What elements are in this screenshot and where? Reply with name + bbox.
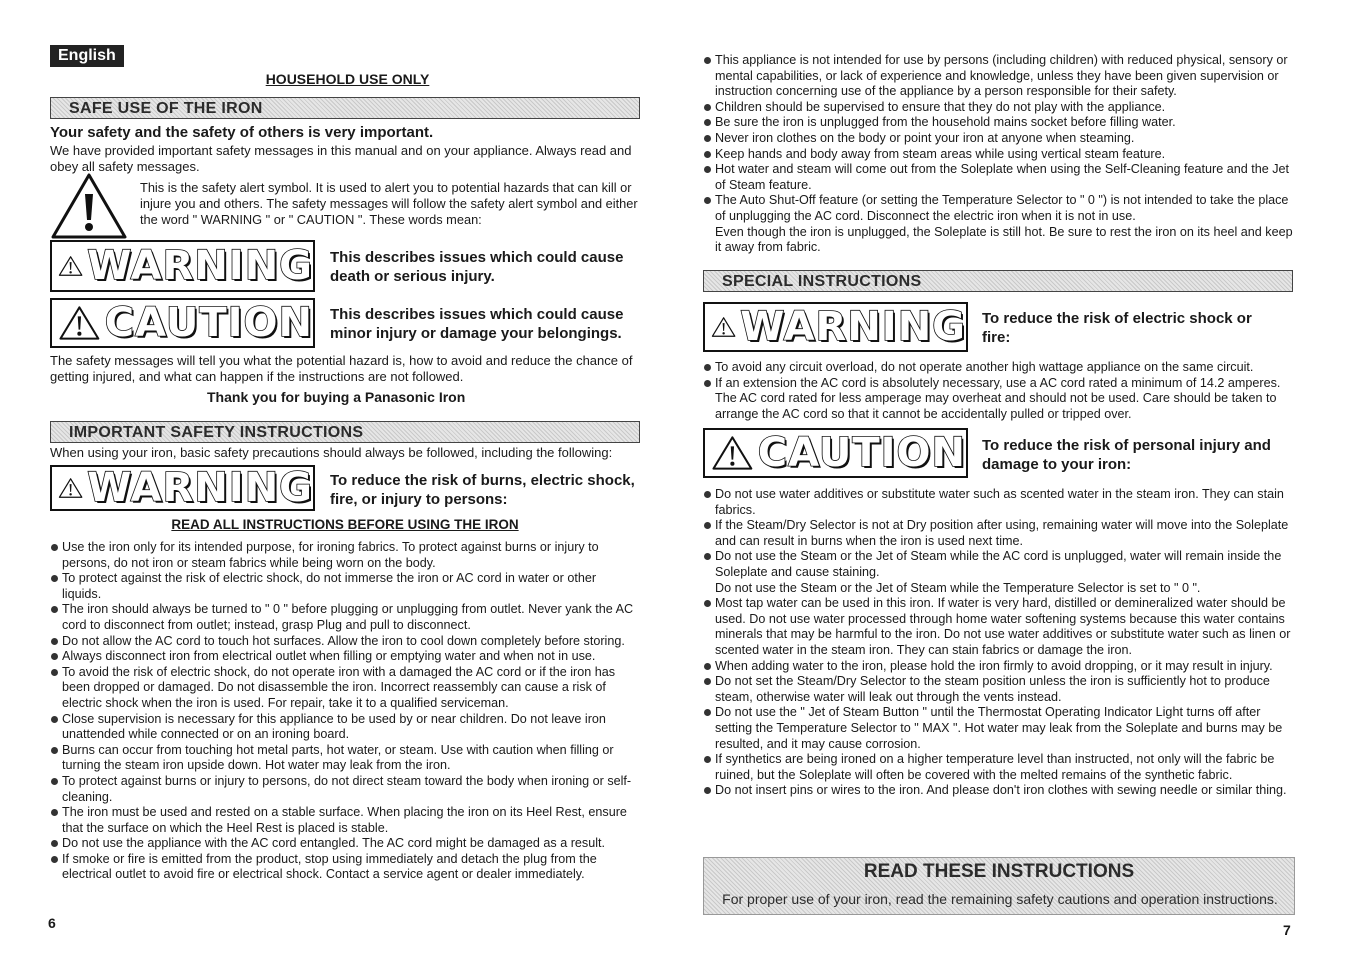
read-these-instructions-box — [703, 857, 1295, 915]
language-tag: English — [50, 45, 124, 67]
warning-word: WARNING — [87, 243, 313, 289]
warning-word-right: WARNING — [740, 304, 966, 350]
list-item: Do not insert pins or wires to the iron. And please don't iron clothes with sewing needle or similar thing. — [703, 783, 1295, 799]
caution-alert-icon — [58, 301, 101, 345]
right-top-bullet-list — [703, 53, 1295, 256]
list-item: Use the iron only for its intended purpose, for ironing fabrics. To protect against burns or injury to persons, do not iron or steam fabrics while being worn on the body. — [50, 540, 638, 571]
right-page — [675, 0, 1350, 954]
warning-signal-box-right — [703, 302, 968, 352]
list-item: Burns can occur from touching hot metal parts, hot water, or steam. Use with caution when filling or turning the steam iron upside down. Hot water may leak from the iron. — [50, 743, 638, 774]
warning-word-2: WARNING — [87, 465, 313, 511]
list-item: Do not set the Steam/Dry Selector to the steam position unless the iron is sufficiently hot to produce steam, otherwise water will leak out through the vents instead. — [703, 674, 1295, 705]
list-item: Children should be supervised to ensure that they do not play with the appliance. — [703, 100, 1295, 116]
list-item: The iron should always be turned to " 0 " before plugging or unplugging from outlet. Never yank the AC cord to disconnect from outlet; instead, grasp Plug and pull to disconnect. — [50, 602, 638, 633]
caution-description-right: To reduce the risk of personal injury and damage to your iron: — [982, 437, 1271, 473]
warning-alert-icon-2 — [58, 467, 83, 509]
list-item: To avoid the risk of electric shock, do not operate iron with a damaged the AC cord or if the iron has been dropped or damaged. Do not disassemble the iron. Incorrect reassembly can cause a risk of electric shock when the iron is used. For repair, take it to a qualified serviceman. — [50, 665, 638, 712]
when-using-paragraph: When using your iron, basic safety precautions should always be followed, including the following: — [50, 445, 613, 460]
warning-bullet-list — [703, 360, 1295, 422]
list-item: Do not use the Steam or the Jet of Steam while the AC cord is unplugged, water will remain inside the Soleplate and cause staining. — [703, 549, 1295, 580]
household-use-title: HOUSEHOLD USE ONLY — [265, 71, 430, 87]
list-item: If the Steam/Dry Selector is not at Dry position after using, remaining water will move into the Soleplate and can result in burns when the iron is used next time. — [703, 518, 1295, 549]
list-item: If smoke or fire is emitted from the product, stop using immediately and detach the plug from the electrical outlet to avoid fire or electrical shock. Contact a service agent or dealer immediately. — [50, 852, 638, 883]
read-these-instructions-text: For proper use of your iron, read the remaining safety cautions and operation instructions. — [722, 891, 1278, 907]
safety-heading: Your safety and the safety of others is very important. — [50, 124, 434, 141]
read-these-instructions-title: READ THESE INSTRUCTIONS — [863, 861, 1135, 882]
list-item: Keep hands and body away from steam areas while using vertical steam feature. — [703, 147, 1295, 163]
caution-description: This describes issues which could cause minor injury or damage your belongings. — [330, 306, 624, 342]
list-item: Always disconnect iron from electrical outlet when filling or emptying water and when not in use. — [50, 649, 638, 665]
list-item: Be sure the iron is unplugged from the household mains socket before filling water. — [703, 115, 1295, 131]
warning-description-2: To reduce the risk of burns, electric shock, fire, or injury to persons: — [330, 472, 635, 508]
warning-signal-box-2 — [50, 465, 315, 511]
important-safety-bar: IMPORTANT SAFETY INSTRUCTIONS — [50, 421, 640, 443]
warning-alert-icon-right — [711, 305, 736, 349]
read-all-title: READ ALL INSTRUCTIONS BEFORE USING THE IRON — [171, 517, 519, 532]
list-item: Close supervision is necessary for this appliance to be used by or near children. Do not leave iron unattended while connected or on an ironing board. — [50, 712, 638, 743]
safe-use-bar: SAFE USE OF THE IRON — [50, 97, 640, 119]
left-bullet-list — [50, 540, 638, 883]
caution-word-right: CAUTION — [757, 430, 966, 476]
list-item: Do not use the " Jet of Steam Button " until the Thermostat Operating Indicator Light turns off after setting the Temperature Selector to " MAX ". Hot water may leak from the Soleplate and burns may be resulted, and it may cause corrosion. — [703, 705, 1295, 752]
list-item: The Auto Shut-Off feature (or setting the Temperature Selector to " 0 ") is not intended to take the place of unplugging the AC cord. Disconnect the electric iron when it is not in use. — [703, 193, 1295, 224]
warning-alert-icon — [58, 244, 83, 288]
list-item: To protect against burns or injury to persons, do not direct steam toward the body when ironing or self-cleaning. — [50, 774, 638, 805]
page-number-right: 7 — [1283, 922, 1291, 938]
list-item-continued: Even though the iron is unplugged, the Soleplate is still hot. Be sure to rest the iron on its heel and keep it away from fabric. — [715, 224, 1293, 255]
special-instructions-bar: SPECIAL INSTRUCTIONS — [703, 270, 1293, 292]
list-item: Do not allow the AC cord to touch hot surfaces. Allow the iron to cool down completely before storing. — [50, 634, 638, 650]
list-item: When adding water to the iron, please hold the iron firmly to avoid dropping, or it may result in injury. — [703, 659, 1295, 675]
list-item: Do not use water additives or substitute water such as scented water in the steam iron. They can stain fabrics. — [703, 487, 1295, 518]
list-item: The iron must be used and rested on a stable surface. When placing the iron on its Heel Rest, ensure that the surface on which the Heel Rest is placed is stable. — [50, 805, 638, 836]
warning-description-right: To reduce the risk of electric shock or fire: — [982, 310, 1252, 346]
alert-symbol-paragraph: This is the safety alert symbol. It is used to alert you to potential hazards that can kill or injure you and others. The safety messages will follow the safety alert symbol and either the word " WARNING " or " CAUTION ". These words mean: — [140, 180, 638, 227]
list-item: To avoid any circuit overload, do not operate another high wattage appliance on the same circuit. — [703, 360, 1295, 376]
warning-description: This describes issues which could cause death or serious injury. — [330, 249, 624, 285]
list-item: Never iron clothes on the body or point your iron at anyone when steaming. — [703, 131, 1295, 147]
list-item: Most tap water can be used in this iron. If water is very hard, distilled or demineralized water should be used. Do not use water processed through home water softening systems because this water contains minerals that may be harmful to the iron. Do not use water additives or substitute water such as linen or scented water in the steam iron. They can stain fabrics or damage the iron. — [703, 596, 1295, 658]
caution-alert-icon-right — [711, 431, 754, 475]
safety-messages-paragraph: The safety messages will tell you what the potential hazard is, how to avoid and reduce the chance of getting injured, and what can happen if the instructions are not followed. — [50, 353, 633, 384]
safety-alert-icon — [50, 172, 128, 240]
list-item: To protect against the risk of electric shock, do not immerse the iron or AC cord in water or other liquids. — [50, 571, 638, 602]
list-item: If an extension the AC cord is absolutely necessary, use a AC cord rated a minimum of 14.2 amperes. The AC cord rated for less amperage may overheat and should not be used. Care should be taken to arrange the AC cord so that it cannot be accidentally pulled or tripped over. — [703, 376, 1295, 423]
warning-signal-box — [50, 240, 315, 292]
caution-word: CAUTION — [104, 300, 313, 346]
page-number-left: 6 — [48, 915, 56, 931]
caution-signal-box — [50, 298, 315, 348]
thank-you-line: Thank you for buying a Panasonic Iron — [207, 389, 466, 405]
list-item: If synthetics are being ironed on a higher temperature level than instructed, not only will the fabric be ruined, but the Soleplate will often be covered with the melted remains of the synthetic fabric. — [703, 752, 1295, 783]
safety-paragraph: We have provided important safety messages in this manual and on your appliance. Always read and obey all safety messages. — [50, 143, 632, 174]
list-item: Do not use the appliance with the AC cord entangled. The AC cord might be damaged as a result. — [50, 836, 638, 852]
caution-bullet-list — [703, 487, 1295, 799]
list-item: Hot water and steam will come out from the Soleplate when using the Self-Cleaning feature and the Jet of Steam feature. — [703, 162, 1295, 193]
caution-signal-box-right — [703, 428, 968, 478]
list-item: This appliance is not intended for use by persons (including children) with reduced physical, sensory or mental capabilities, or lack of experience and knowledge, unless they have been given supervision or instruction concerning use of the appliance by a person responsible for their safety. — [703, 53, 1295, 100]
list-item-continued: Do not use the Steam or the Jet of Steam while the Temperature Selector is set to " 0 ". — [715, 580, 1201, 595]
